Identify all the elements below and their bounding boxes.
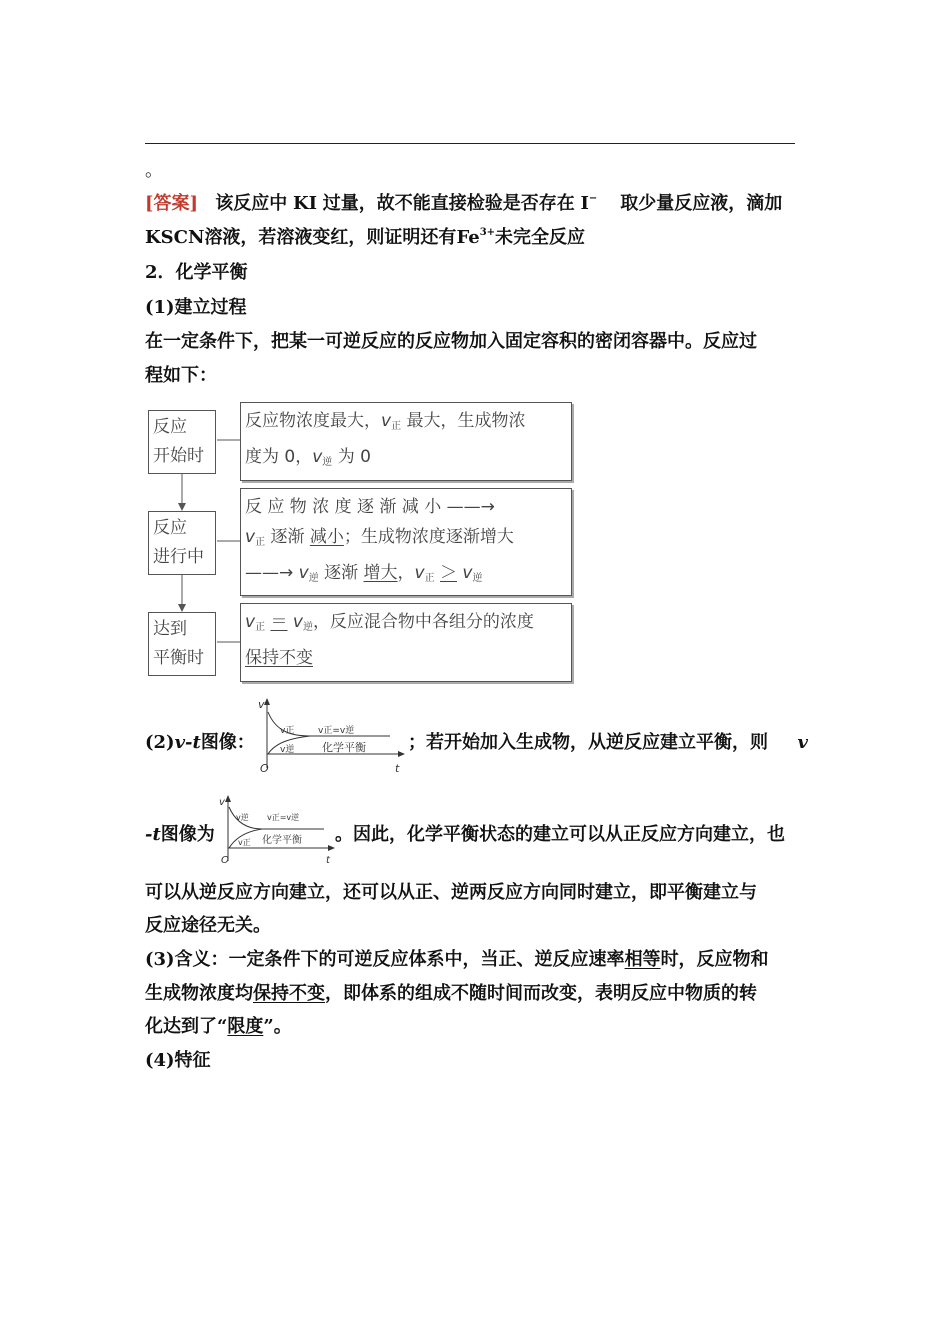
stage-label-progress: 反应 进行中	[148, 511, 216, 575]
answer-tag: [答案]	[145, 193, 199, 214]
intro-line-2: 程如下：	[145, 365, 217, 386]
top-period: 。	[145, 160, 163, 181]
subsection-1-title: (1)建立过程	[145, 297, 247, 318]
svg-text:v: v	[258, 698, 265, 711]
section-title: 2．化学平衡	[145, 262, 248, 283]
vt-line-1: (2)v-t图像：	[145, 732, 255, 753]
stage-box-equilibrium: $v_正 = v_逆$，反应混合物中各组分的浓度 保持不变	[240, 603, 572, 682]
stage-box-start: 反应物浓度最大，$v_正$ 最大，生成物浓 度为 0，$v_逆$ 为 0	[240, 402, 572, 481]
meaning-line-2: 生成物浓度均保持不变，即体系的组成不随时间而改变，表明反应中物质的转	[145, 983, 757, 1004]
svg-text:v正: v正	[280, 726, 295, 736]
svg-text:化学平衡: 化学平衡	[322, 741, 366, 754]
vt-graph-reverse	[212, 793, 337, 865]
svg-text:t: t	[326, 855, 330, 865]
svg-text:t: t	[395, 762, 400, 775]
stage-box-progress: 反 应 物 浓 度 逐 渐 减 小 ——→ $v_正$ 逐渐 减小；生成物浓度逐渐增大 ——→ $v_逆$ 逐渐 增大，$v_正 > v_逆$	[240, 488, 572, 596]
meaning-line-1: (3)含义：一定条件下的可逆反应体系中，当正、逆反应速率相等时，反应物和	[145, 949, 769, 970]
blank-increase: 增大	[363, 563, 398, 583]
blank-equal-rates: 相等	[624, 949, 661, 970]
svg-text:O: O	[221, 855, 229, 865]
vt-graph-forward	[250, 696, 410, 776]
vt-line-3: 可以从逆反应方向建立，还可以从正、逆两反应方向同时建立，即平衡建立与	[145, 882, 757, 903]
meaning-line-3: 化达到了“限度”。	[145, 1016, 292, 1037]
svg-text:v正=v逆: v正=v逆	[318, 726, 355, 736]
blank-equal: ＝	[270, 612, 288, 632]
stage-label-start: 反应 开始时	[148, 410, 216, 474]
answer-line-1: [答案] 该反应中 KI 过量，故不能直接检验是否存在 I− 取少量反应液，滴加	[145, 193, 783, 214]
svg-text:v逆: v逆	[280, 745, 295, 755]
answer-line-2: KSCN溶液，若溶液变红，则证明还有$Fe^{3+}$未完全反应	[145, 227, 586, 248]
svg-text:v正: v正	[238, 838, 251, 847]
vt-line-2-rest: 。因此，化学平衡状态的建立可以从正反应方向建立，也	[335, 824, 785, 845]
vt-line-1-rest: ；若开始加入生成物，从逆反应建立平衡，则 v	[408, 732, 808, 753]
blank-unchanged: 保持不变	[245, 648, 313, 668]
blank-decrease: 减小	[309, 527, 344, 547]
vt-line-2: -t图像为	[145, 824, 215, 845]
answer-blank-line	[145, 143, 795, 144]
blank-constant: 保持不变	[253, 983, 325, 1004]
intro-line-1: 在一定条件下，把某一可逆反应的反应物加入固定容积的密闭容器中。反应过	[145, 331, 757, 352]
svg-text:v正=v逆: v正=v逆	[267, 813, 300, 822]
svg-text:v逆: v逆	[236, 813, 249, 822]
stage-label-equilibrium: 达到 平衡时	[148, 612, 216, 676]
svg-text:O: O	[260, 762, 269, 775]
blank-limit: 限度	[227, 1016, 264, 1037]
blank-greater: ＞	[440, 563, 457, 583]
vt-line-4: 反应途径无关。	[145, 915, 271, 936]
subsection-4-title: (4)特征	[145, 1050, 211, 1071]
svg-text:v: v	[219, 797, 225, 808]
svg-text:化学平衡: 化学平衡	[262, 835, 302, 846]
